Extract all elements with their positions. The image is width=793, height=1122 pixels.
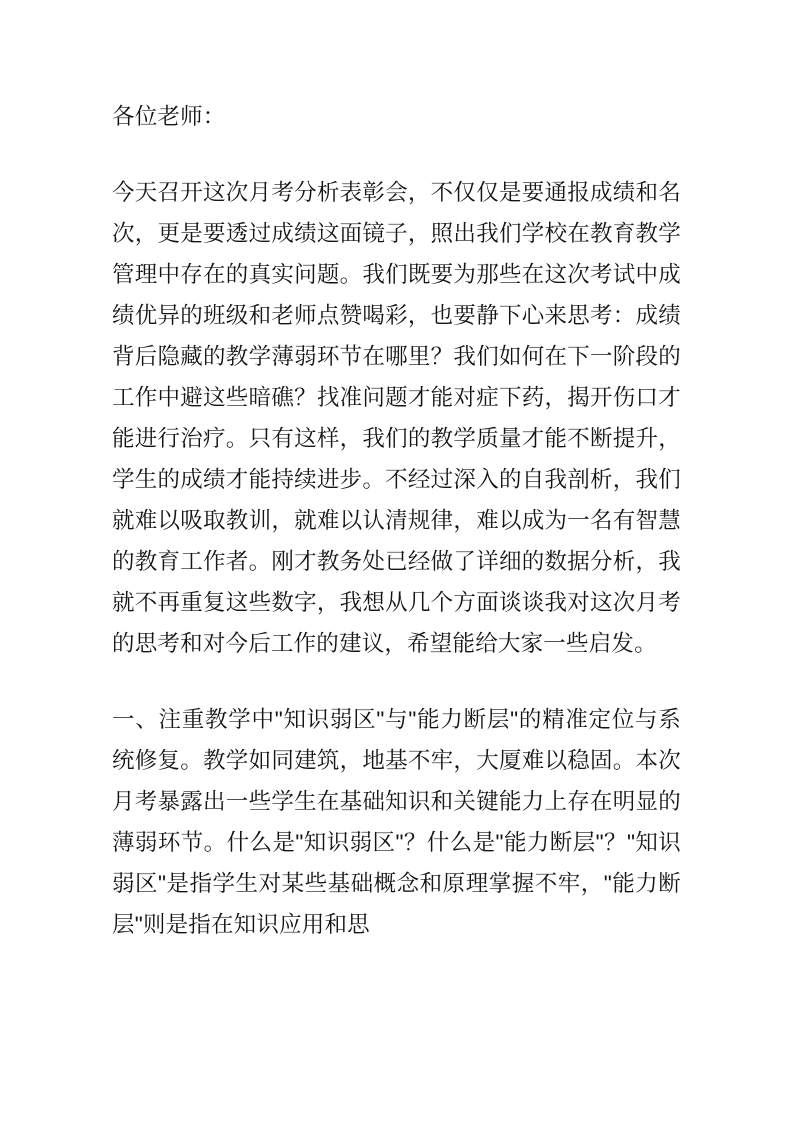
document-body <box>112 96 681 945</box>
paragraph-opening-remarks: 今天召开这次月考分析表彰会，不仅仅是要通报成绩和名次，更是要透过成绩这面镜子，照出我们学校在教育教学管理中存在的真实问题。我们既要为那些在这次考试中成绩优异的班级和老师点赞喝彩，也要静下心来思考：成绩背后隐藏的教学薄弱环节在哪里？我们如何在下一阶段的工作中避这些暗礁？找准问题才能对症下药，揭开伤口才能进行治疗。只有这样，我们的教学质量才能不断提升，学生的成绩才能持续进步。不经过深入的自我剖析，我们就难以吸取教训，就难以认清规律，难以成为一名有智慧的教育工作者。刚才教务处已经做了详细的数据分析，我就不再重复这些数字，我想从几个方面谈谈我对这次月考的思考和对今后工作的建议，希望能给大家一些启发。 <box>112 180 681 656</box>
paragraph-section-one: 一、注重教学中"知识弱区"与"能力断层"的精准定位与系统修复。教学如同建筑，地基不牢，大厦难以稳固。本次月考暴露出一些学生在基础知识和关键能力上存在明显的薄弱环节。什么是"知识弱区"？什么是"能力断层"？"知识弱区"是指学生对某些基础概念和原理掌握不牢，"能力断层"则是指在知识应用和思 <box>112 707 681 937</box>
paragraph-salutation: 各位老师： <box>112 104 226 129</box>
